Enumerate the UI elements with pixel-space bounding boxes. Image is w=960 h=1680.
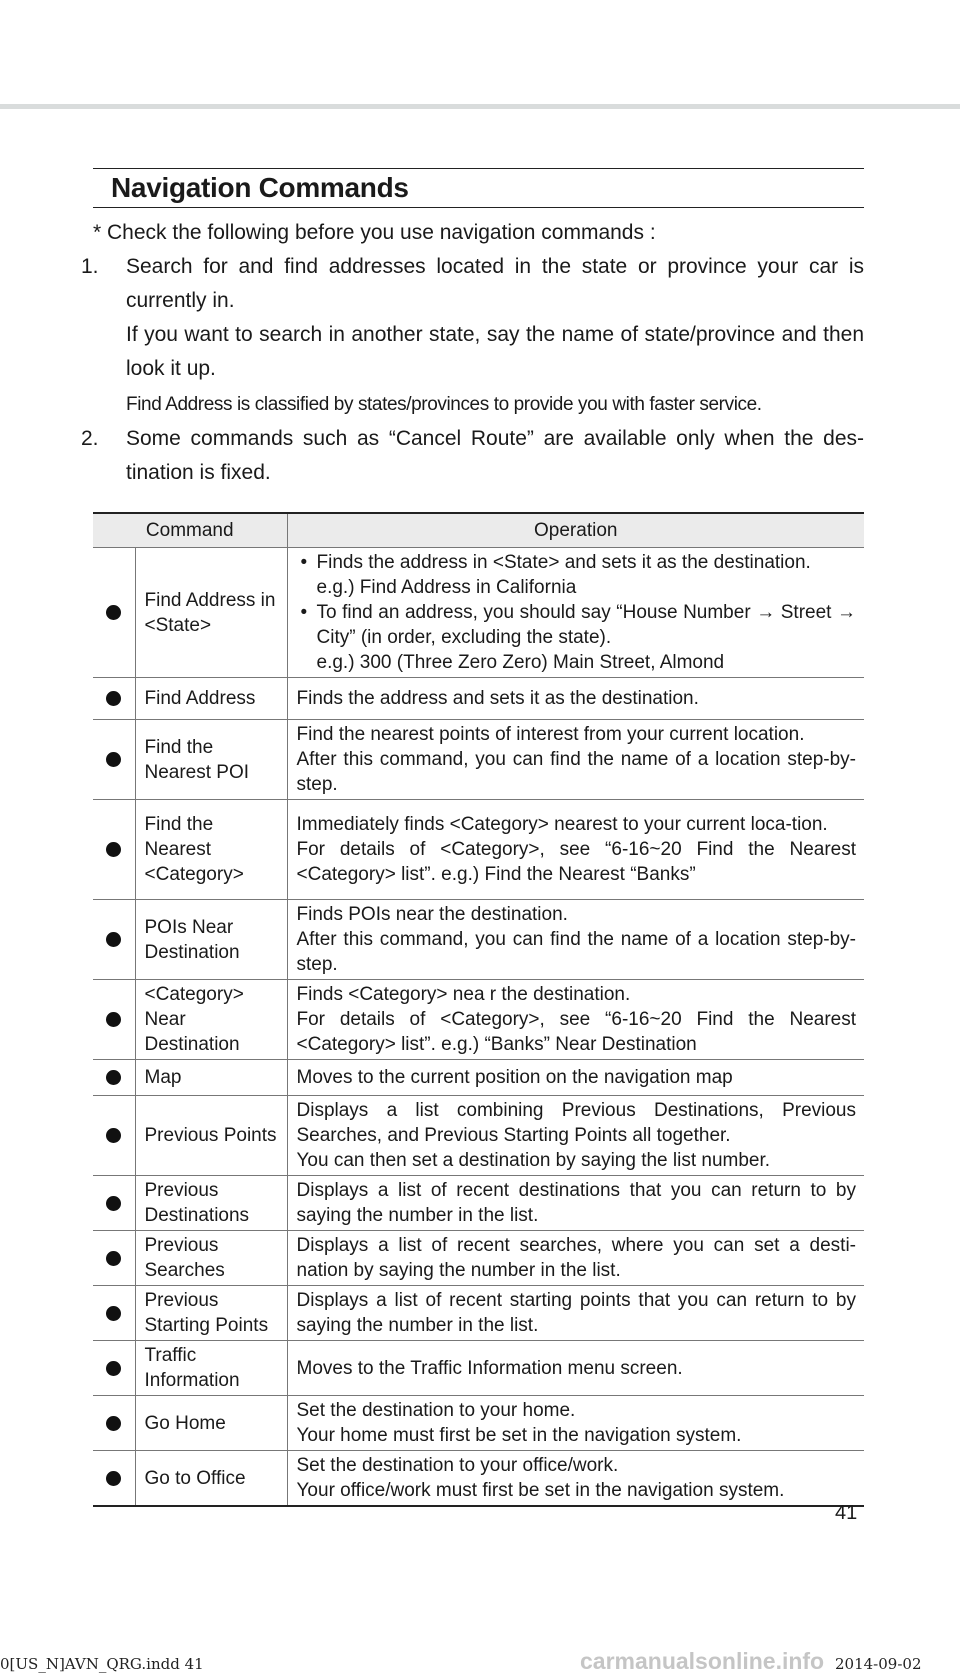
header-command: Command xyxy=(93,513,287,548)
command-name: Find the Nearest POI xyxy=(135,720,287,800)
bullet-cell xyxy=(93,1231,135,1286)
command-operation xyxy=(287,1396,864,1451)
intro-note: * Check the following before you use navigation commands : xyxy=(93,221,656,244)
operation-line: Finds <Category> nea r the destination. xyxy=(296,984,631,1005)
operation-line: Your office/work must first be set in the navigation system. xyxy=(296,1480,785,1501)
table-row xyxy=(93,1396,864,1451)
intro-paragraph: If you want to search in another state, say the name of state/province and then look it up. xyxy=(126,323,864,380)
command-table xyxy=(93,512,864,1507)
operation-line: Displays a list of recent destinations that you can return to by saying the number in the list. xyxy=(296,1180,856,1226)
operation-line: For details of <Category>, see “6-16~20 Find the Nearest <Category> list”. e.g.) “Banks” Near Destination xyxy=(296,1009,856,1055)
top-rule xyxy=(0,104,960,109)
command-operation xyxy=(287,900,864,980)
command-name: Find Address in <State> xyxy=(135,548,287,678)
operation-line: Moves to the current position on the navigation map xyxy=(296,1067,733,1088)
page-content xyxy=(81,168,864,1507)
bullet-cell xyxy=(93,900,135,980)
intro-small-note: Find Address is classified by states/provinces to provide you with faster service. xyxy=(126,394,762,415)
command-operation xyxy=(287,1451,864,1507)
operation-line: • To find an address, you should say “House Number → Street → City” (in order, excluding the state). xyxy=(300,602,856,648)
bullet-cell xyxy=(93,548,135,678)
table-row xyxy=(93,1060,864,1096)
command-name: Go to Office xyxy=(135,1451,287,1507)
intro-paragraph: Search for and find addresses located in the state or province your car is currently in. xyxy=(126,255,864,312)
table-row xyxy=(93,900,864,980)
command-name: POIs Near Destination xyxy=(135,900,287,980)
command-operation xyxy=(287,980,864,1060)
header-operation: Operation xyxy=(287,513,864,548)
command-name: Previous Destinations xyxy=(135,1176,287,1231)
bullet-icon xyxy=(106,1416,121,1431)
command-operation xyxy=(287,720,864,800)
intro-item-1 xyxy=(81,250,864,422)
bullet-cell xyxy=(93,1286,135,1341)
bullet-icon xyxy=(106,932,121,947)
table-row xyxy=(93,980,864,1060)
bullet-cell xyxy=(93,800,135,900)
table-row xyxy=(93,548,864,678)
command-name: Map xyxy=(135,1060,287,1096)
command-name: Find Address xyxy=(135,678,287,720)
page-title: Navigation Commands xyxy=(111,172,409,203)
intro-item-number: 2. xyxy=(81,427,99,450)
command-operation xyxy=(287,1176,864,1231)
table-row xyxy=(93,1096,864,1176)
operation-line: Immediately finds <Category> nearest to your current loca-tion. xyxy=(296,814,828,835)
command-operation xyxy=(287,548,864,678)
intro-item-number: 1. xyxy=(81,255,99,278)
operation-line: After this command, you can find the name of a location step-by-step. xyxy=(296,929,856,975)
title-bar xyxy=(93,168,864,208)
table-row xyxy=(93,1176,864,1231)
command-name: Go Home xyxy=(135,1396,287,1451)
table-row xyxy=(93,1341,864,1396)
bullet-cell xyxy=(93,1396,135,1451)
operation-line: • Finds the address in <State> and sets it as the destination. xyxy=(300,552,811,573)
operation-line: Displays a list combining Previous Destinations, Previous Searches, and Previous Starting Points all together. xyxy=(296,1100,856,1146)
command-operation xyxy=(287,678,864,720)
bullet-cell xyxy=(93,1451,135,1507)
bullet-cell xyxy=(93,678,135,720)
footer-date: 2014-09-02 xyxy=(835,1655,922,1673)
bullet-icon xyxy=(106,605,121,620)
bullet-icon xyxy=(106,1012,121,1027)
command-name: Previous Points xyxy=(135,1096,287,1176)
command-operation xyxy=(287,800,864,900)
operation-line: After this command, you can find the name of a location step-by-step. xyxy=(296,749,856,795)
bullet-icon xyxy=(106,842,121,857)
list-bullet-icon: • xyxy=(300,552,308,573)
operation-line: e.g.) Find Address in California xyxy=(316,577,577,598)
operation-line: Set the destination to your office/work. xyxy=(296,1455,619,1476)
operation-line: Finds the address and sets it as the destination. xyxy=(296,688,699,709)
intro-item-2 xyxy=(81,422,864,490)
bullet-icon xyxy=(106,1251,121,1266)
operation-line: e.g.) 300 (Three Zero Zero) Main Street, Almond xyxy=(316,652,725,673)
operation-line: For details of <Category>, see “6-16~20 Find the Nearest <Category> list”. e.g.) Find the Nearest “Banks” xyxy=(296,839,856,885)
command-operation xyxy=(287,1341,864,1396)
footer-file-info: 0[US_N]AVN_QRG.indd 41 xyxy=(0,1655,204,1673)
bullet-icon xyxy=(106,1306,121,1321)
operation-line: You can then set a destination by saying the list number. xyxy=(296,1150,771,1171)
table-row xyxy=(93,1286,864,1341)
command-operation xyxy=(287,1231,864,1286)
command-operation xyxy=(287,1286,864,1341)
table-row xyxy=(93,720,864,800)
operation-line: Displays a list of recent searches, where you can set a desti-nation by saying the number in the list. xyxy=(296,1235,856,1281)
table-row xyxy=(93,1451,864,1507)
bullet-cell xyxy=(93,1060,135,1096)
command-operation xyxy=(287,1096,864,1176)
command-operation xyxy=(287,1060,864,1096)
command-table-body xyxy=(93,548,864,1507)
bullet-icon xyxy=(106,1070,121,1085)
bullet-cell xyxy=(93,720,135,800)
command-name: Previous Searches xyxy=(135,1231,287,1286)
bullet-icon xyxy=(106,752,121,767)
command-name: Traffic Information xyxy=(135,1341,287,1396)
operation-line: Your home must first be set in the navigation system. xyxy=(296,1425,742,1446)
command-name: Previous Starting Points xyxy=(135,1286,287,1341)
page-number: 41 xyxy=(835,1502,858,1524)
intro-paragraph: Some commands such as “Cancel Route” are available only when the des-tination is fixed. xyxy=(126,427,864,484)
operation-line: Finds POIs near the destination. xyxy=(296,904,568,925)
table-row xyxy=(93,1231,864,1286)
bullet-cell xyxy=(93,1096,135,1176)
table-row xyxy=(93,678,864,720)
bullet-icon xyxy=(106,1471,121,1486)
intro-section xyxy=(81,216,864,490)
bullet-cell xyxy=(93,1341,135,1396)
bullet-icon xyxy=(106,691,121,706)
operation-line: Find the nearest points of interest from your current location. xyxy=(296,724,805,745)
bullet-cell xyxy=(93,980,135,1060)
bullet-cell xyxy=(93,1176,135,1231)
bullet-icon xyxy=(106,1196,121,1211)
bullet-icon xyxy=(106,1361,121,1376)
table-row xyxy=(93,800,864,900)
bullet-icon xyxy=(106,1128,121,1143)
list-bullet-icon: • xyxy=(300,602,308,623)
command-name: <Category> Near Destination xyxy=(135,980,287,1060)
watermark: carmanualsonline.info xyxy=(580,1648,825,1674)
command-name: Find the Nearest <Category> xyxy=(135,800,287,900)
table-header-row xyxy=(93,513,864,548)
operation-line: Set the destination to your home. xyxy=(296,1400,576,1421)
operation-line: Moves to the Traffic Information menu screen. xyxy=(296,1357,683,1379)
operation-line: Displays a list of recent starting points that you can return to by saying the number in the list. xyxy=(296,1290,856,1336)
